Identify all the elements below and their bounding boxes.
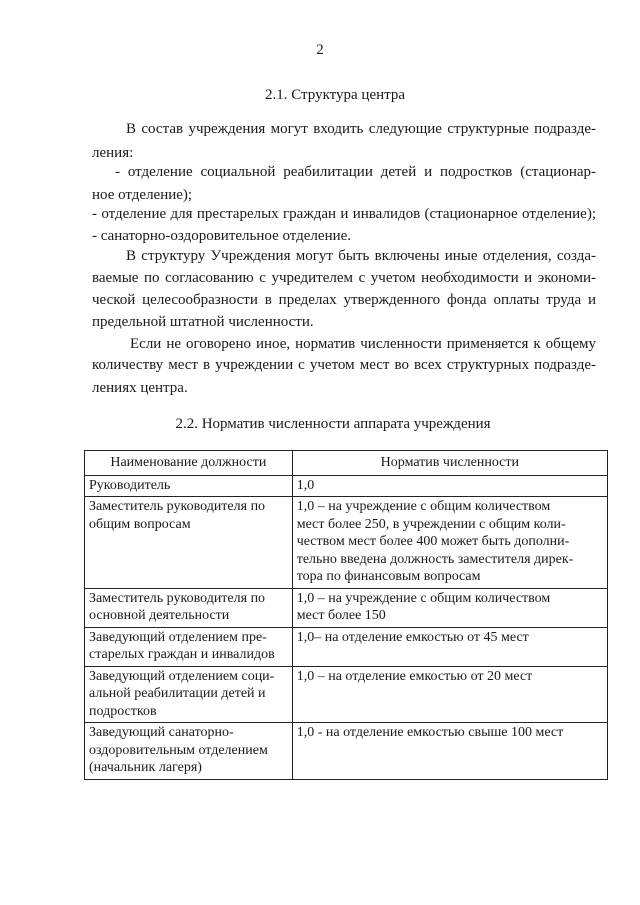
cell-line: 1,0 – на отделение емкостью от 20 мест: [296, 668, 533, 684]
cell-position: [85, 627, 293, 666]
cell-line: 1,0: [296, 477, 315, 493]
cell-position: [85, 588, 293, 627]
table-row: [85, 723, 608, 780]
table-title: 2.2. Норматив численности аппарата учреждения: [175, 416, 491, 432]
section-title-structure: 2.1. Структура центра: [264, 87, 406, 103]
cell-line: 1,0– на отделение емкостью от 45 мест: [296, 629, 529, 645]
cell-line: тельно введена должность заместителя дирек-: [296, 551, 574, 567]
table-header-row: [85, 451, 608, 476]
para2-line4: предельной штатной численности.: [92, 314, 314, 330]
cell-position: [85, 723, 293, 780]
cell-line: мест более 150: [296, 608, 386, 623]
cell-line: оздоровительным отделением: [89, 742, 268, 758]
cell-line: Заведующий отделением соци-: [89, 668, 275, 684]
cell-position: [85, 666, 293, 723]
header-position: Наименование должности: [85, 451, 293, 476]
table-row: [85, 627, 608, 666]
para1-line1: В состав учреждения могут входить следующие структурные подразде-: [126, 121, 596, 137]
cell-norm: [292, 497, 607, 589]
cell-line: старелых граждан и инвалидов: [89, 647, 275, 662]
cell-line: мест более 250, в учреждении с общим коли-: [296, 516, 566, 532]
cell-line: 1,0 – на учреждение с общим количеством: [296, 499, 551, 514]
table-row: [85, 497, 608, 589]
cell-line: подростков: [89, 703, 157, 719]
cell-line: Заведующий санаторно-: [89, 725, 234, 740]
cell-norm: [292, 666, 607, 723]
table-row: [85, 666, 608, 723]
para3-line1: Если не оговорено иное, норматив численности применяется к общему: [130, 336, 596, 352]
table-row: [85, 475, 608, 497]
cell-position: [85, 475, 293, 497]
list-item1-line1: - отделение социальной реабилитации детей и подростков (стационар-: [115, 164, 596, 180]
page-number: 2: [316, 42, 324, 58]
cell-line: 1,0 – на учреждение с общим количеством: [296, 590, 551, 606]
cell-line: основной деятельности: [89, 608, 230, 623]
cell-norm: [292, 588, 607, 627]
cell-line: альной реабилитации детей и: [89, 686, 266, 701]
cell-line: чеством мест более 400 может быть дополни-: [296, 534, 570, 549]
cell-norm: [292, 475, 607, 497]
cell-position: [85, 497, 293, 589]
cell-line: Заведующий отделением пре-: [89, 629, 267, 645]
cell-line: (начальник лагеря): [89, 760, 202, 775]
staff-norm-table: [84, 450, 608, 780]
para2-line2: ваемые по согласованию с учредителем с учетом необходимости и экономи-: [92, 270, 596, 286]
list-item1-line2: ное отделение);: [92, 187, 193, 203]
para2-line3: ческой целесообразности в пределах утвержденного фонда оплаты труда и: [92, 292, 596, 308]
table-row: [85, 588, 608, 627]
para2-line1: В структуру Учреждения могут быть включены иные отделения, созда-: [126, 248, 596, 264]
cell-line: тора по финансовым вопросам: [296, 569, 481, 584]
para3-line2: количеству мест в учреждении с учетом мест во всех структурных подразде-: [92, 357, 596, 373]
cell-line: Заместитель руководителя по: [89, 590, 266, 606]
cell-norm: [292, 723, 607, 780]
cell-line: 1,0 - на отделение емкостью свыше 100 мест: [296, 725, 564, 740]
list-item2: - отделение для престарелых граждан и инвалидов (стационарное отделение);: [92, 206, 596, 222]
cell-norm: [292, 627, 607, 666]
cell-line: Руководитель: [89, 477, 171, 493]
cell-line: общим вопросам: [89, 516, 191, 532]
list-item3: - санаторно-оздоровительное отделение.: [92, 228, 352, 244]
header-norm: Норматив численности: [292, 451, 607, 476]
cell-line: Заместитель руководителя по: [89, 499, 266, 514]
para3-line3: лениях центра.: [92, 380, 188, 396]
para1-line2: ления:: [92, 145, 134, 161]
